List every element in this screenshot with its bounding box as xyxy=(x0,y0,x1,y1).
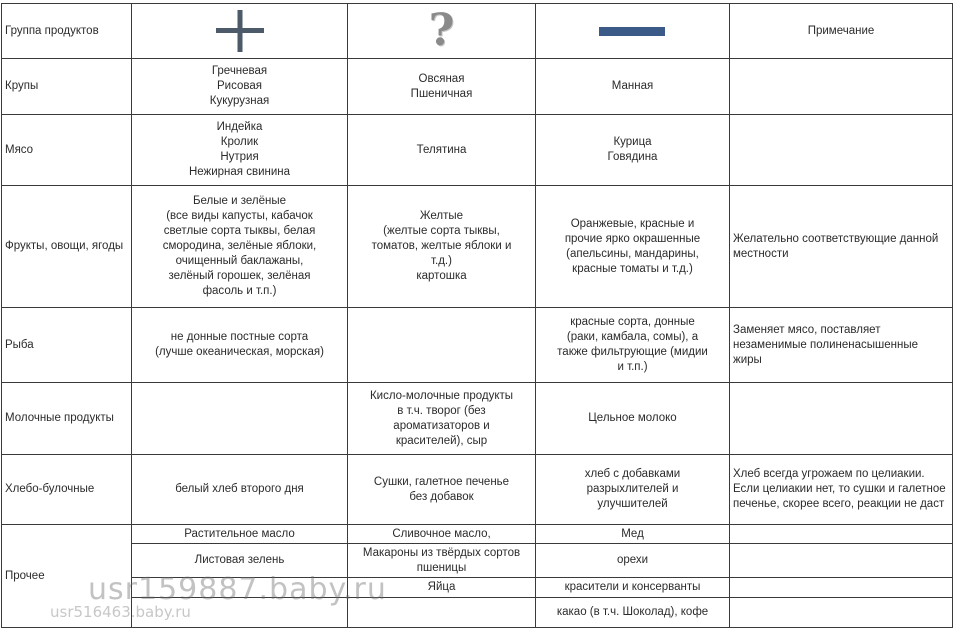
cell-line: Цельное молоко xyxy=(588,412,677,424)
cell-note xyxy=(730,525,953,544)
cell-line: Кукурузная xyxy=(209,95,270,107)
cell-line: фасоль и т.п.) xyxy=(202,285,277,297)
cell-line: улучшителей xyxy=(597,498,668,510)
row-fish xyxy=(2,308,953,383)
row-other-1 xyxy=(2,525,953,544)
cell-minus xyxy=(536,186,730,308)
cell-line: красные томаты и т.д.) xyxy=(572,262,693,275)
cell-line: прочие ярко окрашенные xyxy=(564,232,701,245)
cell-minus xyxy=(536,455,730,525)
cell-line: Овсяная xyxy=(418,72,465,85)
header-question xyxy=(348,4,536,59)
cell-line: без добавок xyxy=(409,490,474,503)
cell-question xyxy=(348,455,536,525)
cell-line: (желтые сорта тыквы, xyxy=(383,225,500,237)
watermark-secondary: usr516463.baby.ru xyxy=(50,603,191,621)
cell-line: и т.п.) xyxy=(617,361,648,373)
cell-plus: Листовая зелень xyxy=(132,544,348,578)
cell-plus xyxy=(132,383,348,455)
cell-line: Курица xyxy=(613,136,652,148)
row-name: Молочные продукты xyxy=(2,383,132,455)
cell-line: (все виды капусты, кабачок xyxy=(166,210,313,222)
cell-note: Заменяет мясо, поставляет незаменимые полиненасышенные жиры xyxy=(730,308,953,383)
cell-line: Телятина xyxy=(416,143,467,156)
cell-line: Нутрия xyxy=(220,151,259,163)
cell-line: смородина, зелёные яблоки, xyxy=(162,240,317,252)
cell-line: Гречневая xyxy=(211,65,268,77)
cell-line: Сушки, галетное печенье xyxy=(373,475,510,488)
row-bread xyxy=(2,455,953,525)
cell-line: Рисовая xyxy=(217,80,262,92)
minus-icon-bar xyxy=(599,27,665,36)
cell-note xyxy=(730,59,953,115)
cell-question: Сливочное масло, xyxy=(348,525,536,544)
row-name: Фрукты, овощи, ягоды xyxy=(2,186,132,308)
cell-question xyxy=(348,115,536,186)
cell-line: Оранжевые, красные и xyxy=(570,217,695,230)
cell-line: красные сорта, донные xyxy=(570,316,695,328)
cell-line: томатов, желтые яблоки и xyxy=(371,240,512,252)
cell-note xyxy=(730,598,953,628)
header-group: Группа продуктов xyxy=(2,4,132,59)
cell-minus: Мед xyxy=(536,525,730,544)
row-name: Хлебо-булочные xyxy=(2,455,132,525)
cell-plus xyxy=(132,455,348,525)
cell-line: картошка xyxy=(416,270,467,282)
row-groats xyxy=(2,59,953,115)
watermark-main: usr159887.baby.ru xyxy=(88,572,387,607)
row-name: Мясо xyxy=(2,115,132,186)
cell-plus: Растительное масло xyxy=(132,525,348,544)
cell-line: светлые сорта тыквы, белая xyxy=(163,225,316,237)
cell-line: хлеб с добавками xyxy=(584,468,681,480)
header-plus xyxy=(132,4,348,59)
cell-note xyxy=(730,383,953,455)
cell-line: также фильтрующие (мидии xyxy=(557,346,708,358)
cell-line: Индейка xyxy=(216,121,263,133)
cell-line: ароматизаторов и xyxy=(393,419,490,432)
cell-plus xyxy=(132,115,348,186)
cell-question xyxy=(348,383,536,455)
cell-plus xyxy=(132,59,348,115)
cell-note: Желательно соответствующие данной местности xyxy=(730,186,953,308)
plus-icon-vertical xyxy=(237,10,242,52)
cell-line: Белые и зелёные xyxy=(192,195,287,207)
cell-line: разрыхлителей и xyxy=(586,483,679,495)
row-name: Рыба xyxy=(2,308,132,383)
cell-line: зелёный горошек, зелёная xyxy=(168,270,311,282)
cell-line: Нежирная свинина xyxy=(188,166,291,178)
row-name: Прочее xyxy=(2,525,132,628)
cell-question xyxy=(348,186,536,308)
cell-minus xyxy=(536,115,730,186)
cell-question xyxy=(348,308,536,383)
cell-line: Кролик xyxy=(220,136,259,148)
cell-line: (апельсины, мандарины, xyxy=(566,247,699,260)
cell-line: Кисло-молочные продукты xyxy=(369,389,514,402)
cell-question: Макароны из твёрдых сортов пшеницы xyxy=(348,544,536,578)
row-fruits xyxy=(2,186,953,308)
cell-line: не донные постные сорта xyxy=(170,331,309,343)
minus-icon xyxy=(595,19,671,43)
cell-plus xyxy=(132,186,348,308)
cell-note xyxy=(730,115,953,186)
cell-line: красителей), сыр xyxy=(395,434,488,447)
row-dairy xyxy=(2,383,953,455)
cell-question: Яйца xyxy=(348,578,536,598)
header-minus xyxy=(536,4,730,59)
row-meat xyxy=(2,115,953,186)
cell-line: (раки, камбала, сомы), а xyxy=(566,331,699,343)
cell-note xyxy=(730,544,953,578)
header-row xyxy=(2,4,953,59)
cell-note: Хлеб всегда угрожаем по целиакии. Если целиакии нет, то сушки и галетное печенье, скорее всего, реакции не даст xyxy=(730,455,953,525)
cell-line: в т.ч. творог (без xyxy=(397,404,486,417)
row-name: Крупы xyxy=(2,59,132,115)
cell-note xyxy=(730,578,953,598)
header-note: Примечание xyxy=(730,4,953,59)
food-table xyxy=(1,3,953,628)
cell-line: т.д.) xyxy=(431,255,452,267)
question-mark-icon: ? xyxy=(428,5,455,56)
cell-line: (лучше океаническая, морская) xyxy=(155,346,324,358)
cell-line: Желтые xyxy=(419,210,464,222)
cell-minus xyxy=(536,59,730,115)
cell-minus: орехи xyxy=(536,544,730,578)
cell-line: Говядина xyxy=(607,151,658,163)
cell-minus: какао (в т.ч. Шоколад), кофе xyxy=(536,598,730,628)
cell-line: белый хлеб второго дня xyxy=(175,483,304,495)
cell-minus: красители и консерванты xyxy=(536,578,730,598)
cell-plus xyxy=(132,308,348,383)
cell-line: очищенный баклажаны, xyxy=(175,255,304,267)
cell-minus xyxy=(536,308,730,383)
cell-question xyxy=(348,59,536,115)
plus-icon xyxy=(210,8,270,54)
cell-minus xyxy=(536,383,730,455)
cell-line: Пшеничная xyxy=(410,87,473,100)
cell-line: Манная xyxy=(611,80,654,92)
